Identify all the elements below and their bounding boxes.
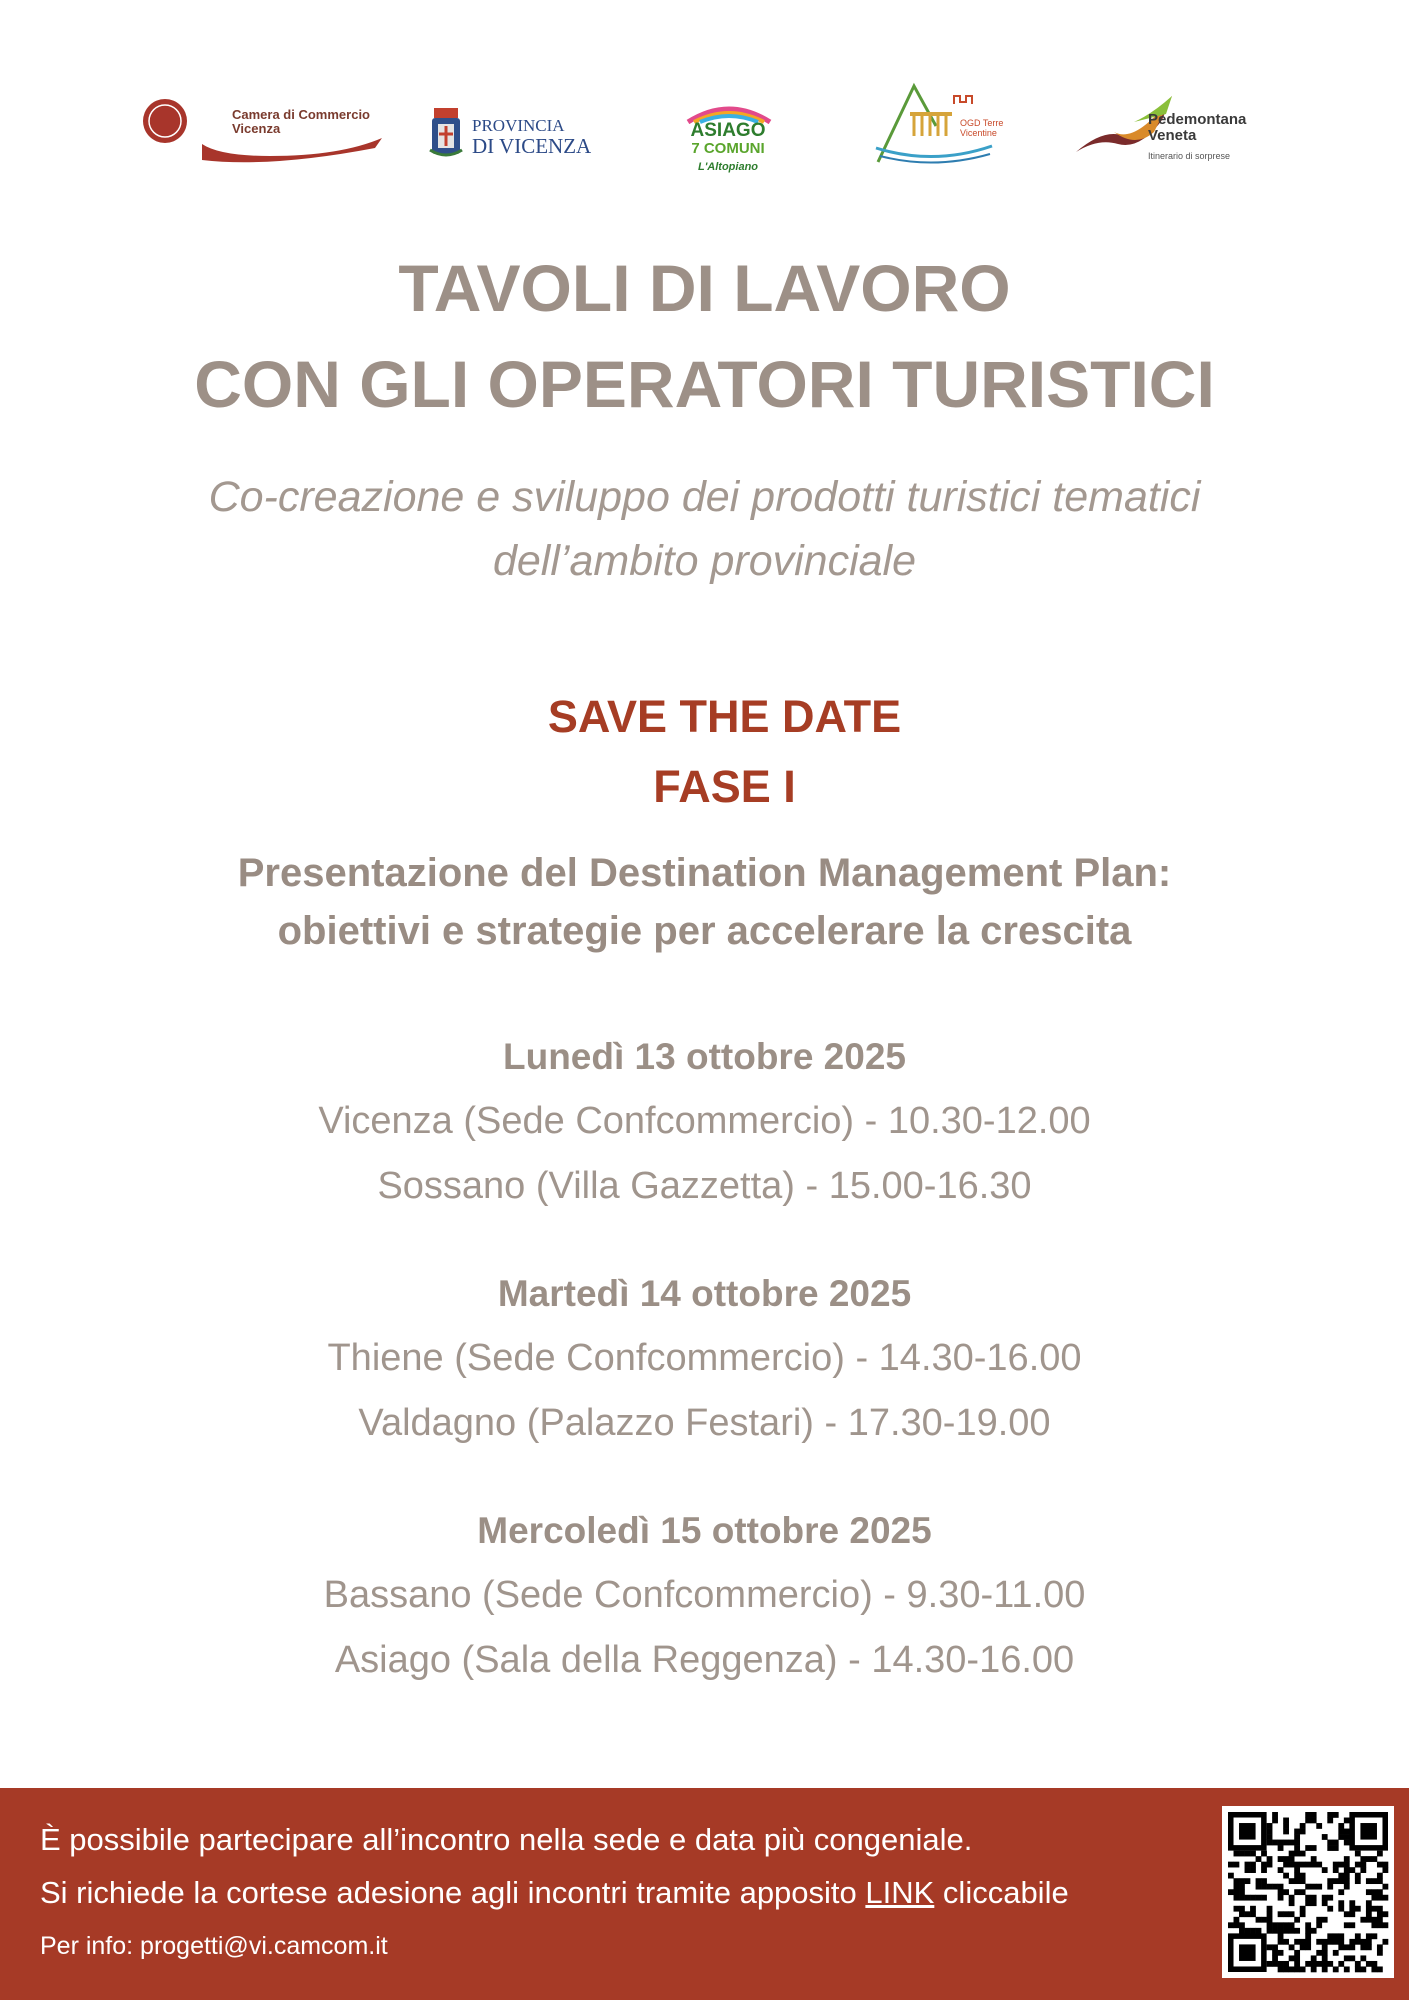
asiago-line1: ASIAGO <box>690 120 766 141</box>
schedule-day: Lunedì 13 ottobre 2025 <box>503 1036 906 1077</box>
page-subtitle <box>0 465 1409 593</box>
logo-bar <box>0 80 1409 190</box>
presentation-line1: Presentazione del Destination Management Plan: <box>237 851 1172 895</box>
schedule-day: Martedì 14 ottobre 2025 <box>497 1273 912 1314</box>
provincia-crest-icon <box>428 102 464 160</box>
ogd-line2: Vicentine <box>960 128 997 138</box>
provincia-name <box>472 116 591 156</box>
ogd-name <box>960 118 1003 138</box>
save-the-date-line2: FASE I <box>653 761 796 812</box>
schedule-slot: Asiago (Sala della Reggenza) - 14.30-16.00 <box>334 1639 1075 1681</box>
footer-participation-text: È possibile partecipare all’incontro nella sede e data più congeniale. <box>40 1822 973 1857</box>
subtitle-line1: Co-creazione e sviluppo dei prodotti turistici tematici <box>208 473 1201 521</box>
qr-code-icon <box>1222 1806 1394 1978</box>
pedemontana-line2: Veneta <box>1148 127 1197 144</box>
asiago-name <box>682 122 774 176</box>
presentation-heading <box>0 844 1409 960</box>
schedule-slot: Vicenza (Sede Confcommercio) - 10.30-12.00 <box>318 1100 1091 1142</box>
subtitle-line2: dell’ambito provinciale <box>492 537 917 585</box>
asiago-logo <box>682 102 782 182</box>
pedemontana-veneta-logo <box>1074 92 1274 172</box>
title-line2: CON GLI OPERATORI TURISTICI <box>194 347 1215 421</box>
camera-line2: Vicenza <box>232 121 281 136</box>
asiago-line2: 7 COMUNI <box>691 140 765 157</box>
camera-commercio-logo <box>140 98 385 168</box>
camera-commercio-name <box>232 108 370 136</box>
save-the-date-heading <box>20 682 1409 822</box>
schedule-slot: Sossano (Villa Gazzetta) - 15.00-16.30 <box>377 1165 1032 1207</box>
presentation-line2: obiettivi e strategie per accelerare la crescita <box>277 909 1132 953</box>
schedule-slot: Thiene (Sede Confcommercio) - 14.30-16.00 <box>327 1337 1082 1379</box>
ogd-line1: OGD Terre <box>960 118 1004 128</box>
qr-code[interactable] <box>1222 1806 1394 1978</box>
save-the-date-line1: SAVE THE DATE <box>547 691 902 742</box>
pedemontana-line3: Itinerario di sorprese <box>1148 151 1231 161</box>
footer-registration-prefix: Si richiede la cortese adesione agli incontri tramite apposito <box>40 1875 866 1910</box>
asiago-line3: L'Altopiano <box>697 161 759 173</box>
footer-banner <box>0 1788 1409 2000</box>
footer-registration-suffix: cliccabile <box>934 1875 1069 1910</box>
schedule-day: Mercoledì 15 ottobre 2025 <box>477 1510 932 1551</box>
schedule-slot: Bassano (Sede Confcommercio) - 9.30-11.00 <box>323 1574 1086 1616</box>
schedule-slot: Valdagno (Palazzo Festari) - 17.30-19.00 <box>358 1402 1051 1444</box>
ogd-terre-vicentine-logo <box>874 82 1004 172</box>
registration-link[interactable]: LINK <box>865 1875 935 1910</box>
page-title <box>0 240 1409 432</box>
provincia-vicenza-logo <box>428 102 608 162</box>
pedemontana-line1: Pedemontana <box>1148 111 1247 128</box>
footer-info-text: Per info: progetti@vi.camcom.it <box>40 1932 388 1960</box>
title-line1: TAVOLI DI LAVORO <box>398 251 1011 325</box>
pedemontana-name <box>1148 112 1246 164</box>
provincia-line1: PROVINCIA <box>472 116 565 135</box>
camera-line1: Camera di Commercio <box>232 107 370 122</box>
provincia-line2: DI VICENZA <box>472 134 592 158</box>
footer-registration-text <box>40 1875 1069 1911</box>
